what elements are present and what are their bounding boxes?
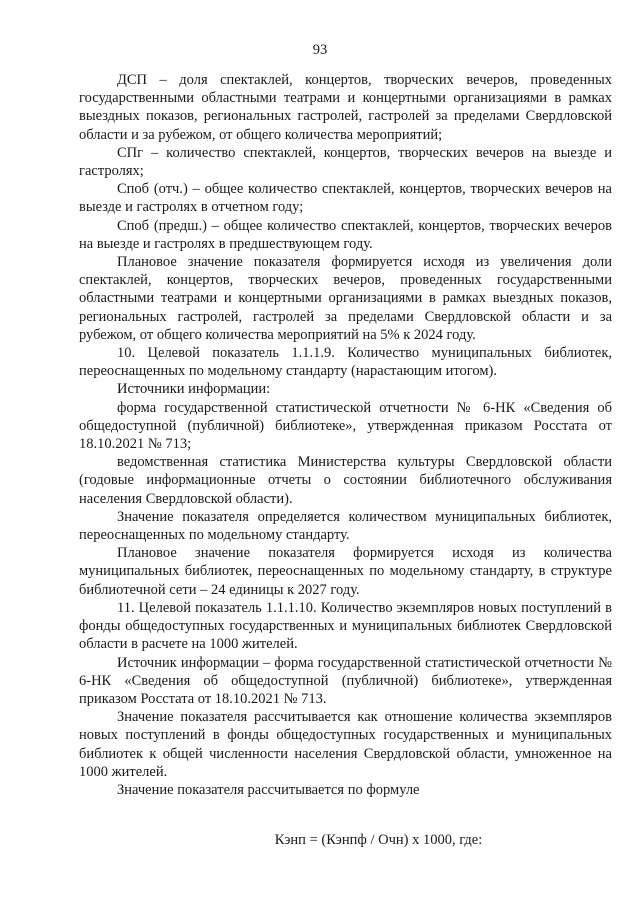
paragraph-planned-value-dsp: Плановое значение показателя формируется исходя из увеличения доли спектаклей, концертов, творческих вечеров, проведенных государственными областными театрами и концертными организациями в рамках выездных показов, региональных гастролей, гастролей за пределами Свердловской области и за рубежом, от общего количества мероприятий на 5% к 2024 году. [79, 254, 612, 343]
paragraph-calculation-method: Значение показателя рассчитывается как отношение количества экземпляров новых поступлений в фонды общедоступных государственных и муниципальных библиотек к общей численности населения Свердловской области, умноженное на 1000 жителей. [79, 709, 612, 780]
paragraph-planned-value-libraries: Плановое значение показателя формируется исходя из количества муниципальных библиотек, переоснащенных по модельному стандарту, в структуре библиотечной сети – 24 единицы к 2027 году. [79, 545, 612, 598]
paragraph-source-departmental-statistics: ведомственная статистика Министерства культуры Свердловской области (годовые информационные отчеты о состоянии библиотечного обслуживания населения Свердловской области). [79, 454, 612, 507]
paragraph-source-form-6nk: форма государственной статистической отчетности № 6-НК «Сведения об общедоступной (публичной) библиотеке», утвержденная приказом Росстата от 18.10.2021 № 713; [79, 399, 612, 453]
page-number: 93 [312, 42, 328, 58]
paragraph-source-of-information: Источник информации – форма государственной статистической отчетности № 6-НК «Сведения об общедоступной (публичной) библиотеке», утвержденная приказом Росстата от 18.10.2021 № 713. [79, 654, 612, 707]
paragraph-spob-predsh-definition: Споб (предш.) – общее количество спектаклей, концертов, творческих вечеров на выезде и гастролях в предшествующем году. [79, 217, 612, 252]
paragraph-sources-heading: Источники информации: [117, 381, 271, 398]
paragraph-indicator-1-1-1-9: 10. Целевой показатель 1.1.1.9. Количество муниципальных библиотек, переоснащенных по модельному стандарту (нарастающим итогом). [79, 345, 612, 380]
formula: Кэнп = (Кэнпф / Очн) x 1000, где: [274, 832, 483, 849]
document-body [79, 71, 612, 849]
paragraph-value-determination: Значение показателя определяется количеством муниципальных библиотек, переоснащенных по модельному стандарту. [79, 508, 612, 544]
paragraph-spob-otch-definition: Споб (отч.) – общее количество спектаклей, концертов, творческих вечеров на выезде и гастролях в отчетном году; [79, 181, 612, 216]
paragraph-dsp-definition: ДСП – доля спектаклей, концертов, творческих вечеров, проведенных государственными областными театрами и концертными организациями в рамках выездных показов, региональных гастролей, гастролей за пределами Свердловской области и за рубежом, от общего количества мероприятий; [79, 72, 612, 143]
paragraph-indicator-1-1-1-10: 11. Целевой показатель 1.1.1.10. Количество экземпляров новых поступлений в фонды общедоступных государственных и муниципальных библиотек Свердловской области в расчете на 1000 жителей. [79, 599, 612, 653]
paragraph-formula-intro: Значение показателя рассчитывается по формуле [117, 781, 420, 798]
paragraph-spg-definition: СПг – количество спектаклей, концертов, творческих вечеров на выезде и гастролях; [79, 144, 612, 180]
